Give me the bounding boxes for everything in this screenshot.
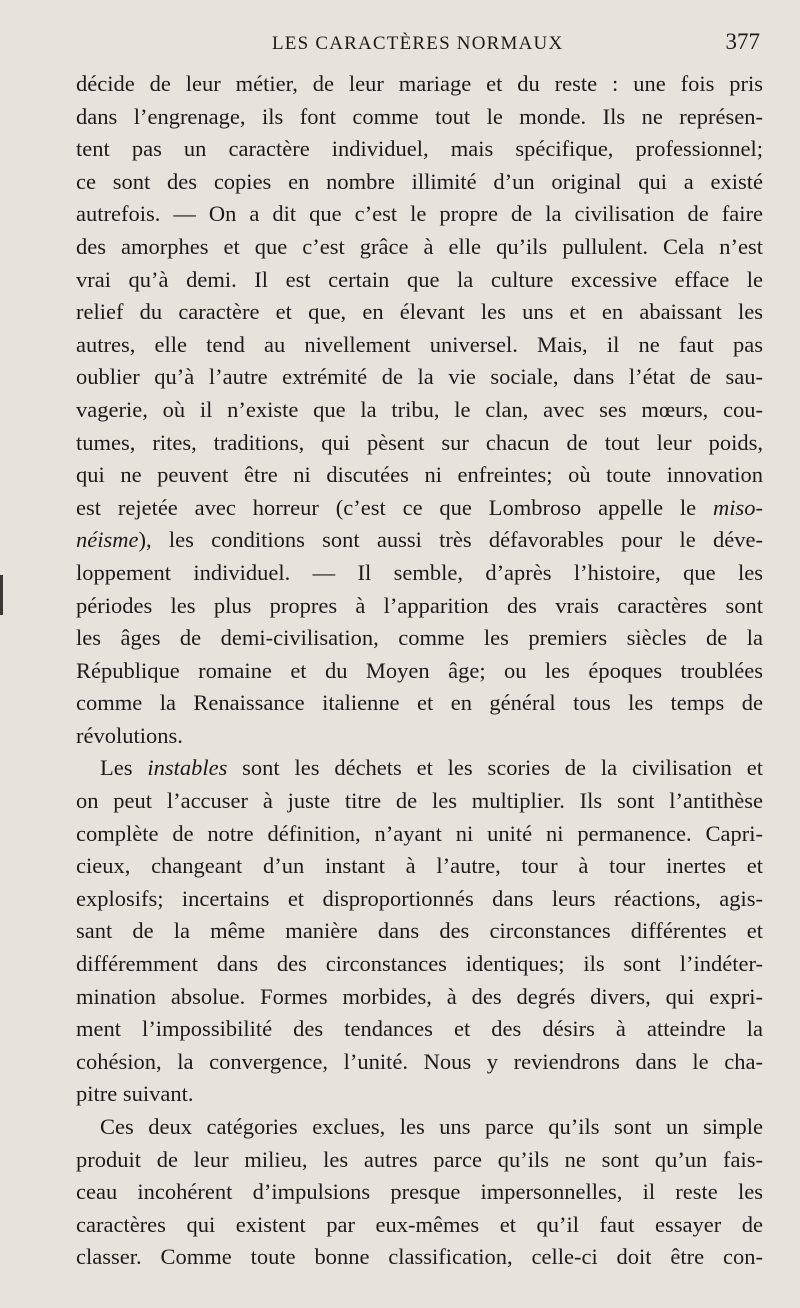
text-line: qui ne peuvent être ni discutées ni enfreintes; où toute innovation (76, 462, 763, 488)
text-line: les âges de demi-civilisation, comme les premiers siècles de la (76, 625, 763, 651)
text-line: ment l’impossibilité des tendances et des désirs à atteindre la (76, 1016, 763, 1042)
text-line: des amorphes et que c’est grâce à elle qu’ils pullulent. Cela n’est (76, 233, 763, 259)
text-line: Ces deux catégories exclues, les uns parce qu’ils sont un simple (100, 1114, 763, 1139)
body-text (76, 68, 763, 1274)
text-segment: ), les conditions sont aussi très défavorables pour le déve- (138, 527, 763, 553)
text-line: pitre suivant. (76, 1081, 194, 1107)
text-line (76, 524, 763, 557)
text-segment: est rejetée avec horreur (c’est ce que Lombroso appelle le (76, 494, 697, 520)
text-line: complète de notre définition, n’ayant ni unité ni permanence. Capri- (76, 820, 763, 846)
text-segment: sont les déchets et les scories de la civilisation et (242, 755, 763, 781)
text-line: différemment dans des circonstances identiques; ils sont l’indéter- (76, 951, 763, 977)
text-line: cieux, changeant d’un instant à l’autre, tour à tour inertes et (76, 853, 763, 879)
text-line: tumes, rites, traditions, qui pèsent sur chacun de tout leur poids, (76, 429, 763, 455)
text-line: République romaine et du Moyen âge; ou les époques troublées (76, 657, 763, 683)
text-line: oublier qu’à l’autre extrémité de la vie sociale, dans l’état de sau- (76, 364, 763, 390)
text-line: vrai qu’à demi. Il est certain que la culture excessive efface le (76, 266, 763, 292)
text-line: classer. Comme toute bonne classification, celle-ci doit être con- (76, 1244, 763, 1270)
text-line: loppement individuel. — Il semble, d’après l’histoire, que les (76, 559, 763, 585)
text-line: périodes les plus propres à l’apparition des vrais caractères sont (76, 592, 763, 618)
text-line: tent pas un caractère individuel, mais spécifique, professionnel; (76, 136, 763, 162)
text-line: vagerie, où il n’existe que la tribu, le clan, avec ses mœurs, cou- (76, 396, 763, 422)
margin-mark (0, 575, 3, 615)
text-line: relief du caractère et que, en élevant les uns et en abaissant les (76, 299, 763, 325)
text-line: autrefois. — On a dit que c’est le propre de la civilisation de faire (76, 201, 763, 227)
text-line: produit de leur milieu, les autres parce qu’ils ne sont qu’un fais- (76, 1146, 763, 1172)
text-line: on peut l’accuser à juste titre de les multiplier. Ils sont l’antithèse (76, 788, 763, 814)
text-line: cohésion, la convergence, l’unité. Nous y reviendrons dans le cha- (76, 1048, 763, 1074)
text-segment: Les (100, 755, 133, 781)
text-line: dans l’engrenage, ils font comme tout le monde. Ils ne représen- (76, 103, 763, 129)
text-line: explosifs; incertains et disproportionnés dans leurs réactions, agis- (76, 885, 763, 911)
italic-term: miso- (713, 494, 764, 520)
text-line: autres, elle tend au nivellement universel. Mais, il ne faut pas (76, 331, 763, 357)
text-line: sant de la même manière dans des circonstances différentes et (76, 918, 763, 944)
text-line: ce sont des copies en nombre illimité d’un original qui a existé (76, 168, 763, 194)
text-line: comme la Renaissance italienne et en général tous les temps de (76, 690, 763, 716)
page-number: 377 (725, 29, 760, 54)
italic-term: instables (147, 755, 228, 781)
text-line: caractères qui existent par eux-mêmes et qu’il faut essayer de (76, 1211, 763, 1237)
text-line (76, 492, 763, 525)
italic-term: néisme (76, 527, 139, 553)
text-line: révolutions. (76, 722, 183, 748)
running-title: LES CARACTÈRES NORMAUX (272, 33, 564, 54)
text-line (76, 752, 763, 785)
text-line: décide de leur métier, de leur mariage et du reste : une fois pris (76, 71, 763, 96)
text-line: ceau incohérent d’impulsions presque impersonnelles, il reste les (76, 1179, 763, 1205)
text-line: mination absolue. Formes morbides, à des degrés divers, qui expri- (76, 983, 763, 1009)
